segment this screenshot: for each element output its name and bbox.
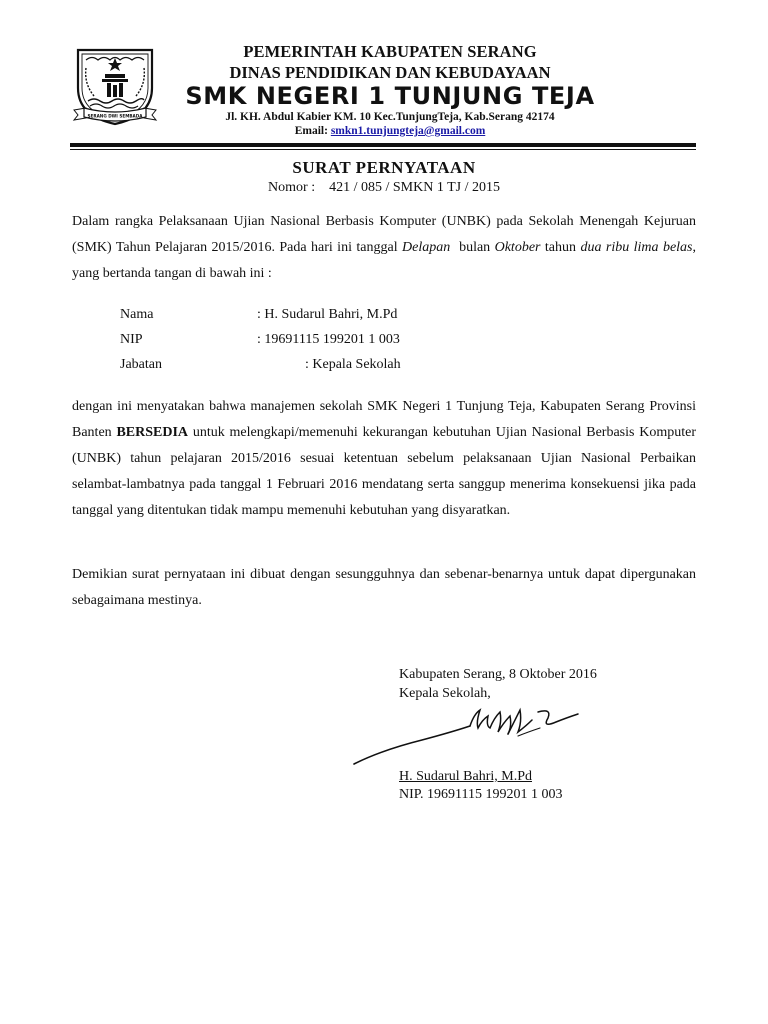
identity-value: : Kepala Sekolah <box>305 357 401 372</box>
identity-label: Jabatan <box>120 357 162 372</box>
letterhead-divider-thin <box>70 149 696 150</box>
letter-title: SURAT PERNYATAAN <box>292 158 476 177</box>
opening-text: Dalam rangka Pelaksanaan Ujian Nasional Berbasis Komputer (UNBK) pada Sekolah Menengah Kejuruan (SMK) Tahun Pelajaran 2015/2016. Pada hari ini tanggal <box>72 214 696 255</box>
closing-paragraph: Demikian surat pernyataan ini dibuat dengan sesungguhnya dan sebenar-benarnya untuk dapat dipergunakan sebagaimana mestinya. <box>72 567 696 608</box>
email-link[interactable]: smkn1.tunjungteja@gmail.com <box>330 125 486 137</box>
identity-label: Nama <box>120 307 154 322</box>
day-text: Delapan <box>402 240 451 255</box>
year-text: dua ribu lima belas <box>580 240 693 255</box>
signature-position: Kepala Sekolah, <box>399 686 491 701</box>
opening-paragraph <box>72 209 696 287</box>
letterhead-address: Jl. KH. Abdul Kabier KM. 10 Kec.TunjungTeja, Kab.Serang 42174 <box>225 111 555 123</box>
letterhead-email-line <box>180 125 600 137</box>
emblem-motto: SERANG DWI SEMBADA <box>87 113 143 119</box>
identity-value: : H. Sudarul Bahri, M.Pd <box>257 307 398 322</box>
signature-place-date: Kabupaten Serang, 8 Oktober 2016 <box>399 667 597 682</box>
letterhead-divider-thick <box>70 143 696 147</box>
statement-text-rest: untuk melengkapi/memenuhi kekurangan kebutuhan Ujian Nasional Berbasis Komputer (UNBK) tahun pelajaran 2015/2016 sesuai ketentuan sebelum pelaksanaan Ujian Nasional Perbaikan selambat-lambatnya pada tanggal 1 Februari 2016 mendatang serta sanggup menerima konsekuensi jika pada tanggal yang ditentukan tidak mampu memenuhi kebutuhan yang disyaratkan. <box>72 425 697 518</box>
statement-emphasis: BERSEDIA <box>116 425 189 440</box>
opening-month-prefix: bulan <box>450 240 495 255</box>
opening-closing-text: , yang bertanda tangan di bawah ini : <box>72 240 696 281</box>
email-label: Email: <box>294 125 328 137</box>
handwritten-signature <box>352 692 592 772</box>
letter-number: Nomor : 421 / 085 / SMKN 1 TJ / 2015 <box>268 180 500 195</box>
month-text: Oktober <box>494 240 541 255</box>
statement-text: dengan ini menyatakan bahwa manajemen sekolah SMK Negeri 1 Tunjung Teja, Kabupaten Serang Provinsi Banten <box>72 399 696 440</box>
signatory-name: H. Sudarul Bahri, M.Pd <box>399 769 532 784</box>
regency-emblem-icon <box>72 44 158 128</box>
letterhead-government: PEMERINTAH KABUPATEN SERANG <box>243 42 537 61</box>
statement-paragraph <box>72 394 696 524</box>
letterhead-department: DINAS PENDIDIKAN DAN KEBUDAYAAN <box>229 63 551 82</box>
letterhead-school-name: SMK NEGERI 1 TUNJUNG TEJA <box>185 82 595 110</box>
identity-label: NIP <box>120 332 143 347</box>
signatory-nip: NIP. 19691115 199201 1 003 <box>399 787 563 802</box>
identity-value: : 19691115 199201 1 003 <box>257 332 400 347</box>
opening-year-prefix: tahun <box>540 240 581 255</box>
